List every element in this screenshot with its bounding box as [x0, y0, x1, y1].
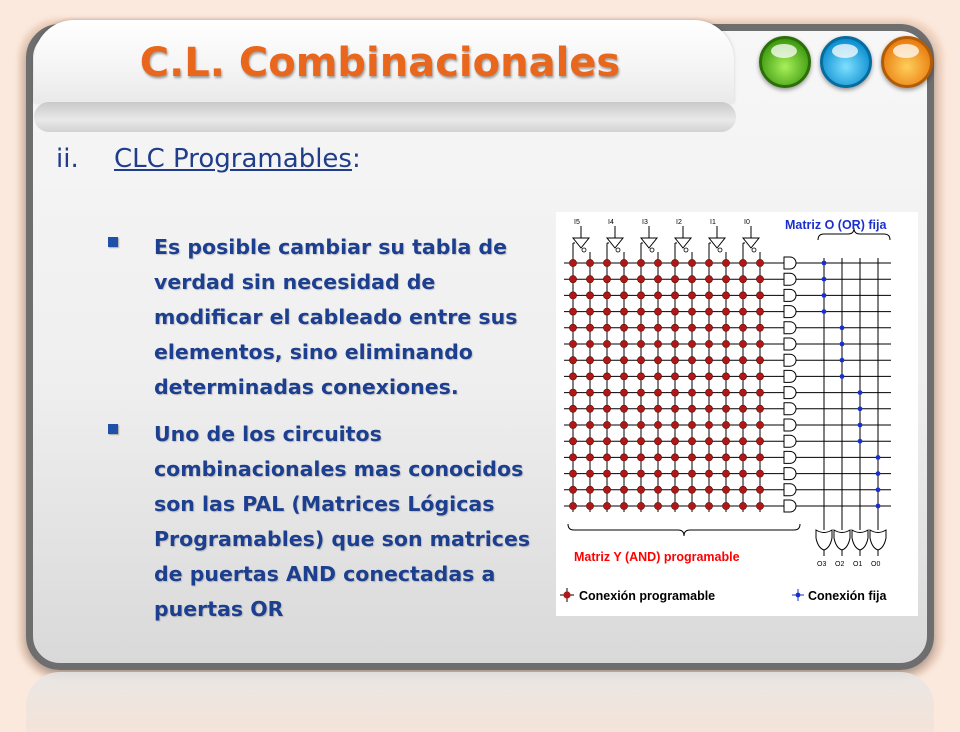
programmable-connection: [586, 486, 593, 493]
inverter-bubble: [616, 248, 620, 252]
programmable-connection: [688, 259, 695, 266]
programmable-connection: [722, 373, 729, 380]
programmable-connection: [756, 292, 763, 299]
and-gate-symbol: [784, 322, 796, 334]
programmable-connection: [637, 421, 644, 428]
programmable-connection: [654, 308, 661, 315]
programmable-connection: [722, 324, 729, 331]
slide-reflection: [26, 672, 934, 732]
programmable-connection: [620, 470, 627, 477]
programmable-connection: [739, 389, 746, 396]
programmable-connection: [688, 324, 695, 331]
programmable-connection: [756, 454, 763, 461]
programmable-connection: [620, 276, 627, 283]
bullet-list: [108, 230, 548, 639]
programmable-connection: [620, 373, 627, 380]
programmable-connection: [620, 308, 627, 315]
programmable-connection: [705, 405, 712, 412]
programmable-connection: [705, 340, 712, 347]
programmable-connection: [654, 259, 661, 266]
programmable-connection: [654, 405, 661, 412]
programmable-connection: [739, 486, 746, 493]
programmable-connection: [620, 421, 627, 428]
programmable-connection: [654, 292, 661, 299]
programmable-connection: [722, 502, 729, 509]
programmable-connection: [739, 438, 746, 445]
programmable-connection: [756, 470, 763, 477]
inverter-bubble: [650, 248, 654, 252]
programmable-connection: [705, 292, 712, 299]
programmable-connection: [569, 405, 576, 412]
programmable-connection: [722, 292, 729, 299]
programmable-connection: [705, 389, 712, 396]
programmable-connection: [620, 324, 627, 331]
buffer-symbol: [607, 238, 623, 248]
buffer-symbol: [573, 238, 589, 248]
bullet-item: [108, 230, 548, 405]
programmable-connection: [671, 308, 678, 315]
programmable-connection: [739, 276, 746, 283]
programmable-connection: [620, 259, 627, 266]
and-gate-symbol: [784, 306, 796, 318]
programmable-connection: [722, 421, 729, 428]
programmable-connection: [739, 373, 746, 380]
programmable-connection: [637, 502, 644, 509]
programmable-connection: [654, 276, 661, 283]
programmable-connection: [569, 357, 576, 364]
heading-suffix: :: [351, 144, 361, 174]
programmable-connection: [688, 373, 695, 380]
programmable-connection: [705, 357, 712, 364]
programmable-connection: [688, 308, 695, 315]
output-label: O2: [835, 561, 845, 568]
programmable-connection: [671, 259, 678, 266]
programmable-connection: [671, 373, 678, 380]
programmable-connection: [654, 486, 661, 493]
programmable-connection: [739, 421, 746, 428]
programmable-connection: [654, 502, 661, 509]
buffer-symbol: [709, 238, 725, 248]
output-label: O3: [817, 561, 827, 568]
programmable-connection: [739, 454, 746, 461]
programmable-connection: [756, 389, 763, 396]
programmable-connection: [722, 340, 729, 347]
programmable-connection: [569, 421, 576, 428]
orange-orb-icon: [881, 36, 933, 88]
programmable-connection: [586, 470, 593, 477]
programmable-connection: [637, 486, 644, 493]
programmable-connection: [671, 405, 678, 412]
programmable-connection: [671, 324, 678, 331]
and-gate-symbol: [784, 435, 796, 447]
programmable-connection: [603, 502, 610, 509]
heading-label: CLC Programables: [114, 144, 352, 174]
inverter-bubble: [752, 248, 756, 252]
buffer-symbol: [641, 238, 657, 248]
fixed-connection: [858, 439, 863, 444]
heading-number: ii.: [56, 144, 79, 174]
programmable-connection: [688, 421, 695, 428]
programmable-connection: [603, 259, 610, 266]
programmable-connection: [586, 259, 593, 266]
programmable-connection: [756, 405, 763, 412]
programmable-connection: [671, 502, 678, 509]
programmable-connection: [603, 324, 610, 331]
programmable-connection: [705, 259, 712, 266]
input-label: I4: [608, 219, 614, 226]
programmable-connection: [739, 259, 746, 266]
programmable-connection: [654, 454, 661, 461]
programmable-connection: [739, 292, 746, 299]
programmable-connection: [586, 373, 593, 380]
fixed-connection: [876, 471, 881, 476]
programmable-connection: [603, 340, 610, 347]
slide-title: C.L. Combinacionales: [139, 40, 621, 86]
programmable-connection: [603, 421, 610, 428]
programmable-connection: [756, 373, 763, 380]
programmable-connection: [671, 438, 678, 445]
programmable-connection: [756, 259, 763, 266]
programmable-connection: [637, 470, 644, 477]
input-label: I5: [574, 219, 580, 226]
programmable-connection: [637, 373, 644, 380]
programmable-connection: [688, 292, 695, 299]
programmable-connection: [569, 470, 576, 477]
programmable-connection: [586, 292, 593, 299]
programmable-connection: [603, 308, 610, 315]
programmable-connection: [671, 389, 678, 396]
programmable-connection: [688, 340, 695, 347]
programmable-connection: [688, 357, 695, 364]
bullet-item: [108, 417, 548, 627]
programmable-connection: [722, 470, 729, 477]
programmable-connection: [569, 276, 576, 283]
programmable-connection: [637, 308, 644, 315]
programmable-connection: [620, 454, 627, 461]
programmable-connection: [705, 486, 712, 493]
fixed-connection: [858, 406, 863, 411]
legend-fixed-icon: [796, 593, 801, 598]
programmable-connection: [739, 340, 746, 347]
or-gate-symbol: [816, 530, 832, 550]
programmable-connection: [637, 357, 644, 364]
programmable-connection: [569, 373, 576, 380]
programmable-connection: [586, 389, 593, 396]
programmable-connection: [586, 357, 593, 364]
programmable-connection: [620, 340, 627, 347]
programmable-connection: [586, 308, 593, 315]
programmable-connection: [756, 340, 763, 347]
and-gate-symbol: [784, 419, 796, 431]
or-gate-symbol: [852, 530, 868, 550]
and-gate-symbol: [784, 289, 796, 301]
programmable-connection: [637, 292, 644, 299]
and-matrix-brace: [568, 524, 800, 536]
programmable-connection: [620, 292, 627, 299]
programmable-connection: [586, 454, 593, 461]
programmable-connection: [586, 324, 593, 331]
programmable-connection: [705, 438, 712, 445]
programmable-connection: [654, 438, 661, 445]
programmable-connection: [688, 389, 695, 396]
programmable-connection: [722, 454, 729, 461]
programmable-connection: [569, 292, 576, 299]
programmable-connection: [620, 486, 627, 493]
programmable-connection: [637, 389, 644, 396]
programmable-connection: [654, 373, 661, 380]
programmable-connection: [586, 438, 593, 445]
programmable-connection: [688, 454, 695, 461]
programmable-connection: [569, 454, 576, 461]
programmable-connection: [722, 259, 729, 266]
programmable-connection: [620, 502, 627, 509]
fixed-connection: [822, 309, 827, 314]
programmable-connection: [637, 276, 644, 283]
programmable-connection: [756, 421, 763, 428]
or-gate-symbol: [870, 530, 886, 550]
buffer-symbol: [675, 238, 691, 248]
square-bullet-icon: [108, 424, 118, 434]
programmable-connection: [586, 276, 593, 283]
programmable-connection: [722, 308, 729, 315]
programmable-connection: [637, 340, 644, 347]
inverter-bubble: [684, 248, 688, 252]
programmable-connection: [705, 373, 712, 380]
programmable-connection: [705, 454, 712, 461]
programmable-connection: [569, 259, 576, 266]
programmable-connection: [739, 308, 746, 315]
programmable-connection: [722, 357, 729, 364]
programmable-connection: [603, 486, 610, 493]
programmable-connection: [603, 470, 610, 477]
programmable-connection: [756, 486, 763, 493]
programmable-connection: [688, 470, 695, 477]
and-gate-symbol: [784, 484, 796, 496]
bullet-text: Uno de los circuitos combinacionales mas conocidos son las PAL (Matrices Lógicas Programables) que son matrices de puertas AND conectadas a puertas OR: [154, 422, 531, 621]
programmable-connection: [603, 357, 610, 364]
fixed-connection: [840, 358, 845, 363]
programmable-connection: [722, 276, 729, 283]
fixed-connection: [822, 293, 827, 298]
and-gate-symbol: [784, 338, 796, 350]
fixed-connection: [858, 423, 863, 428]
buffer-symbol: [743, 238, 759, 248]
programmable-connection: [688, 276, 695, 283]
programmable-connection: [722, 389, 729, 396]
and-gate-symbol: [784, 468, 796, 480]
programmable-connection: [586, 421, 593, 428]
programmable-connection: [739, 324, 746, 331]
programmable-connection: [637, 324, 644, 331]
programmable-connection: [654, 470, 661, 477]
and-gate-symbol: [784, 257, 796, 269]
programmable-connection: [569, 308, 576, 315]
programmable-connection: [569, 389, 576, 396]
title-underbar: [34, 102, 736, 132]
programmable-connection: [671, 454, 678, 461]
programmable-connection: [671, 421, 678, 428]
input-label: I1: [710, 219, 716, 226]
inverter-bubble: [582, 248, 586, 252]
programmable-connection: [637, 454, 644, 461]
input-label: I0: [744, 219, 750, 226]
programmable-connection: [671, 470, 678, 477]
programmable-connection: [603, 405, 610, 412]
programmable-connection: [671, 486, 678, 493]
pal-diagram-svg: [556, 212, 918, 616]
programmable-connection: [705, 502, 712, 509]
programmable-connection: [688, 502, 695, 509]
input-label: I3: [642, 219, 648, 226]
programmable-connection: [586, 502, 593, 509]
legend-fixed-label: Conexión fija: [808, 589, 887, 603]
programmable-connection: [688, 486, 695, 493]
programmable-connection: [756, 502, 763, 509]
and-gate-symbol: [784, 387, 796, 399]
programmable-connection: [620, 357, 627, 364]
and-gate-symbol: [784, 370, 796, 382]
and-gate-symbol: [784, 273, 796, 285]
programmable-connection: [637, 259, 644, 266]
programmable-connection: [637, 405, 644, 412]
programmable-connection: [705, 276, 712, 283]
bullet-text: Es posible cambiar su tabla de verdad sin necesidad de modificar el cableado entre sus elementos, sino eliminando determinadas conexiones.: [154, 235, 518, 399]
programmable-connection: [620, 405, 627, 412]
fixed-connection: [876, 487, 881, 492]
programmable-connection: [671, 276, 678, 283]
pal-diagram: [556, 212, 918, 616]
inverter-bubble: [718, 248, 722, 252]
programmable-connection: [569, 502, 576, 509]
programmable-connection: [756, 276, 763, 283]
programmable-connection: [654, 324, 661, 331]
fixed-connection: [840, 374, 845, 379]
and-gate-symbol: [784, 403, 796, 415]
programmable-connection: [603, 438, 610, 445]
or-matrix-label: Matriz O (OR) fija: [785, 218, 887, 232]
legend-programmable-icon: [563, 591, 570, 598]
programmable-connection: [603, 276, 610, 283]
programmable-connection: [705, 308, 712, 315]
programmable-connection: [637, 438, 644, 445]
programmable-connection: [620, 389, 627, 396]
fixed-connection: [876, 455, 881, 460]
blue-orb-icon: [820, 36, 872, 88]
programmable-connection: [620, 438, 627, 445]
programmable-connection: [756, 308, 763, 315]
output-label: O1: [853, 561, 863, 568]
legend-programmable-label: Conexión programable: [579, 589, 716, 603]
programmable-connection: [739, 502, 746, 509]
programmable-connection: [671, 340, 678, 347]
fixed-connection: [840, 325, 845, 330]
programmable-connection: [569, 486, 576, 493]
input-label: I2: [676, 219, 682, 226]
programmable-connection: [705, 324, 712, 331]
programmable-connection: [569, 438, 576, 445]
section-heading: [56, 144, 361, 174]
green-orb-icon: [759, 36, 811, 88]
and-gate-symbol: [784, 354, 796, 366]
programmable-connection: [603, 292, 610, 299]
programmable-connection: [739, 470, 746, 477]
programmable-connection: [603, 373, 610, 380]
fixed-connection: [858, 390, 863, 395]
programmable-connection: [722, 438, 729, 445]
programmable-connection: [688, 438, 695, 445]
programmable-connection: [586, 340, 593, 347]
programmable-connection: [586, 405, 593, 412]
programmable-connection: [671, 357, 678, 364]
square-bullet-icon: [108, 237, 118, 247]
programmable-connection: [705, 421, 712, 428]
or-gate-symbol: [834, 530, 850, 550]
programmable-connection: [654, 389, 661, 396]
programmable-connection: [603, 454, 610, 461]
programmable-connection: [756, 324, 763, 331]
and-gate-symbol: [784, 451, 796, 463]
programmable-connection: [756, 438, 763, 445]
output-label: O0: [871, 561, 881, 568]
programmable-connection: [705, 470, 712, 477]
fixed-connection: [876, 504, 881, 509]
programmable-connection: [654, 340, 661, 347]
fixed-connection: [840, 342, 845, 347]
programmable-connection: [569, 324, 576, 331]
programmable-connection: [671, 292, 678, 299]
programmable-connection: [722, 405, 729, 412]
fixed-connection: [822, 277, 827, 282]
programmable-connection: [654, 421, 661, 428]
programmable-connection: [654, 357, 661, 364]
and-matrix-label: Matriz Y (AND) programable: [574, 550, 740, 564]
programmable-connection: [688, 405, 695, 412]
programmable-connection: [722, 486, 729, 493]
programmable-connection: [739, 357, 746, 364]
programmable-connection: [756, 357, 763, 364]
programmable-connection: [603, 389, 610, 396]
programmable-connection: [739, 405, 746, 412]
fixed-connection: [822, 261, 827, 266]
programmable-connection: [569, 340, 576, 347]
and-gate-symbol: [784, 500, 796, 512]
